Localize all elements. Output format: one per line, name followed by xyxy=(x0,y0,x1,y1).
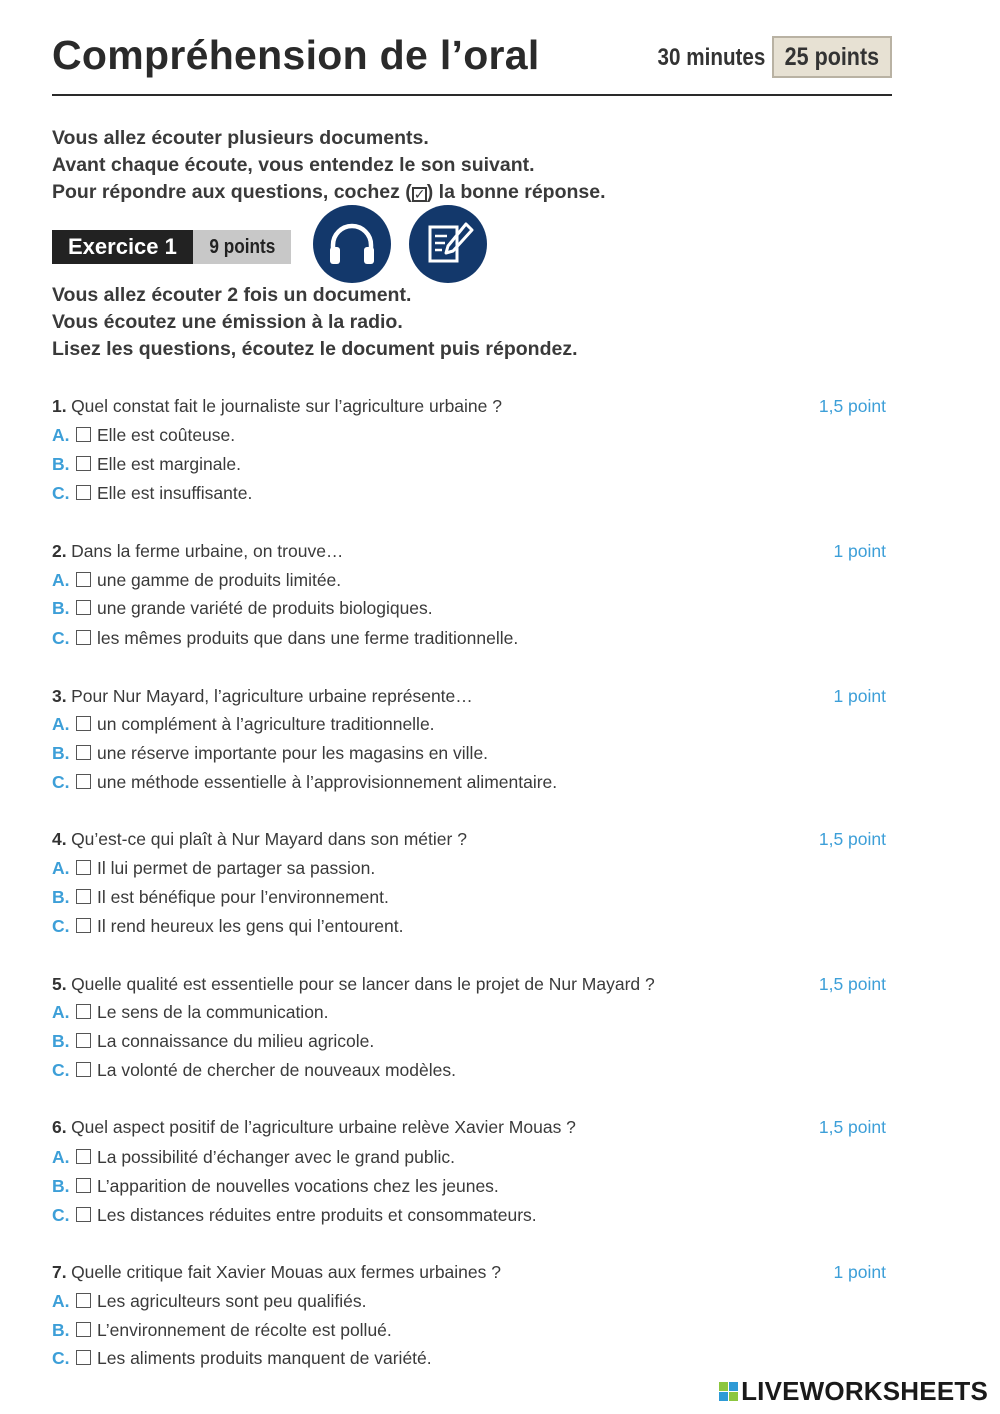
option-a[interactable] xyxy=(52,1291,812,1319)
intro-line-1: Vous allez écouter plusieurs documents. xyxy=(52,127,429,149)
answer-checkbox[interactable] xyxy=(76,1033,91,1048)
option-a[interactable] xyxy=(52,858,812,886)
option-text: une grande variété de produits biologiques. xyxy=(97,598,433,618)
question-number: 2. xyxy=(52,541,67,561)
answer-checkbox[interactable] xyxy=(76,427,91,442)
logo-mark-icon xyxy=(719,1382,738,1401)
question-line xyxy=(52,974,886,1002)
duration-label: 30 minutes xyxy=(657,44,765,71)
answer-checkbox[interactable] xyxy=(76,889,91,904)
answer-checkbox[interactable] xyxy=(76,716,91,731)
logo-text: LIVEWORKSHEETS xyxy=(741,1376,988,1406)
option-b[interactable] xyxy=(52,1031,812,1059)
option-text: Les aliments produits manquent de variété. xyxy=(97,1348,432,1368)
question-text: Pour Nur Mayard, l’agriculture urbaine représente… xyxy=(71,686,473,706)
option-a[interactable] xyxy=(52,570,812,598)
option-text: La volonté de chercher de nouveaux modèles. xyxy=(97,1060,456,1080)
checkmark-icon: ✓ xyxy=(413,186,426,202)
question-points: 1,5 point xyxy=(818,829,886,849)
question-points: 1 point xyxy=(833,541,886,561)
pencil-on-paper-icon xyxy=(409,205,487,283)
option-b[interactable] xyxy=(52,454,812,482)
option-letter: B. xyxy=(52,598,70,618)
option-a[interactable] xyxy=(52,1147,812,1175)
answer-checkbox[interactable] xyxy=(76,1149,91,1164)
option-text: une méthode essentielle à l’approvisionnement alimentaire. xyxy=(97,772,558,792)
option-letter: C. xyxy=(52,628,70,648)
question-line xyxy=(52,829,886,857)
option-text: Les agriculteurs sont peu qualifiés. xyxy=(97,1291,367,1311)
exercise-instructions xyxy=(52,282,892,363)
answer-checkbox[interactable] xyxy=(76,1350,91,1365)
question-6 xyxy=(52,1117,886,1227)
option-letter: C. xyxy=(52,772,70,792)
total-points-label: 25 points xyxy=(784,43,880,71)
page-header xyxy=(52,30,892,94)
answer-checkbox[interactable] xyxy=(76,1207,91,1222)
exercise-points xyxy=(193,230,291,264)
answer-checkbox[interactable] xyxy=(76,918,91,933)
option-letter: A. xyxy=(52,425,70,445)
intro-line-3-start: Pour répondre aux questions, cochez ( xyxy=(52,181,412,203)
answer-checkbox[interactable] xyxy=(76,1062,91,1077)
option-a[interactable] xyxy=(52,425,812,453)
intro-instructions xyxy=(52,125,892,206)
intro-line-3-end: ) la bonne réponse. xyxy=(426,181,606,203)
option-text: Le sens de la communication. xyxy=(97,1002,329,1022)
answer-checkbox[interactable] xyxy=(76,572,91,587)
option-letter: B. xyxy=(52,1031,70,1051)
question-text: Quelle critique fait Xavier Mouas aux fermes urbaines ? xyxy=(71,1262,501,1282)
question-points: 1 point xyxy=(833,1262,886,1282)
headphones-icon xyxy=(313,205,391,283)
option-text: Elle est insuffisante. xyxy=(97,483,253,503)
option-text: L’environnement de récolte est pollué. xyxy=(97,1320,392,1340)
question-line xyxy=(52,1117,886,1145)
option-text: un complément à l’agriculture traditionnelle. xyxy=(97,714,435,734)
answer-checkbox[interactable] xyxy=(76,745,91,760)
option-c[interactable] xyxy=(52,772,812,800)
option-b[interactable] xyxy=(52,598,812,626)
question-points: 1 point xyxy=(833,686,886,706)
exercise-points-label: 9 points xyxy=(208,236,275,258)
option-letter: B. xyxy=(52,1176,70,1196)
option-c[interactable] xyxy=(52,916,812,944)
exercise-label: Exercice 1 xyxy=(52,230,193,264)
intro-line-2: Avant chaque écoute, vous entendez le son suivant. xyxy=(52,154,535,176)
question-text: Quel aspect positif de l’agriculture urbaine relève Xavier Mouas ? xyxy=(71,1117,576,1137)
question-points: 1,5 point xyxy=(818,974,886,994)
question-7 xyxy=(52,1262,886,1372)
option-b[interactable] xyxy=(52,887,812,915)
option-text: L’apparition de nouvelles vocations chez les jeunes. xyxy=(97,1176,499,1196)
question-line xyxy=(52,541,886,569)
total-points-box xyxy=(772,36,892,78)
option-c[interactable] xyxy=(52,1205,812,1233)
answer-checkbox[interactable] xyxy=(76,860,91,875)
answer-checkbox[interactable] xyxy=(76,1322,91,1337)
option-text: La connaissance du milieu agricole. xyxy=(97,1031,375,1051)
question-number: 3. xyxy=(52,686,67,706)
option-letter: B. xyxy=(52,1320,70,1340)
option-text: Elle est marginale. xyxy=(97,454,241,474)
option-letter: C. xyxy=(52,1205,70,1225)
question-line xyxy=(52,396,886,424)
option-letter: C. xyxy=(52,916,70,936)
option-letter: A. xyxy=(52,1002,70,1022)
answer-checkbox[interactable] xyxy=(76,456,91,471)
question-text: Dans la ferme urbaine, on trouve… xyxy=(71,541,344,561)
answer-checkbox[interactable] xyxy=(76,1178,91,1193)
option-text: les mêmes produits que dans une ferme traditionnelle. xyxy=(97,628,519,648)
option-letter: A. xyxy=(52,1147,70,1167)
option-c[interactable] xyxy=(52,1348,812,1376)
option-text: une réserve importante pour les magasins en ville. xyxy=(97,743,489,763)
option-text: La possibilité d’échanger avec le grand public. xyxy=(97,1147,456,1167)
option-a[interactable] xyxy=(52,1002,812,1030)
answer-checkbox[interactable] xyxy=(76,485,91,500)
option-b[interactable] xyxy=(52,1176,812,1204)
option-letter: B. xyxy=(52,887,70,907)
exercise-instruction-3: Lisez les questions, écoutez le document puis répondez. xyxy=(52,338,578,360)
question-1 xyxy=(52,396,886,506)
answer-checkbox[interactable] xyxy=(76,1004,91,1019)
answer-checkbox[interactable] xyxy=(76,600,91,615)
option-text: Il rend heureux les gens qui l’entourent. xyxy=(97,916,404,936)
option-letter: A. xyxy=(52,714,70,734)
option-letter: C. xyxy=(52,483,70,503)
intro-line-3 xyxy=(52,179,892,206)
option-letter: A. xyxy=(52,1291,70,1311)
option-text: Il lui permet de partager sa passion. xyxy=(97,858,376,878)
question-text: Quel constat fait le journaliste sur l’agriculture urbaine ? xyxy=(71,396,502,416)
question-4 xyxy=(52,829,886,939)
option-c[interactable] xyxy=(52,1060,812,1088)
question-2 xyxy=(52,541,886,651)
option-c[interactable] xyxy=(52,483,812,511)
option-text: Les distances réduites entre produits et consommateurs. xyxy=(97,1205,537,1225)
answer-checkbox[interactable] xyxy=(76,774,91,789)
question-text: Quelle qualité est essentielle pour se lancer dans le projet de Nur Mayard ? xyxy=(71,974,655,994)
question-line xyxy=(52,1262,886,1290)
exercise-instruction-1: Vous allez écouter 2 fois un document. xyxy=(52,284,412,306)
liveworksheets-logo[interactable] xyxy=(719,1378,988,1404)
question-5 xyxy=(52,974,886,1084)
question-number: 1. xyxy=(52,396,67,416)
option-letter: C. xyxy=(52,1060,70,1080)
exercise-instruction-2: Vous écoutez une émission à la radio. xyxy=(52,311,403,333)
option-c[interactable] xyxy=(52,628,812,656)
option-letter: A. xyxy=(52,570,70,590)
question-number: 5. xyxy=(52,974,67,994)
option-b[interactable] xyxy=(52,1320,812,1348)
option-letter: C. xyxy=(52,1348,70,1368)
question-number: 6. xyxy=(52,1117,67,1137)
option-b[interactable] xyxy=(52,743,812,771)
answer-checkbox[interactable] xyxy=(76,630,91,645)
question-3 xyxy=(52,686,886,796)
page-title: Compréhension de l’oral xyxy=(52,32,540,78)
option-a[interactable] xyxy=(52,714,812,742)
question-number: 4. xyxy=(52,829,67,849)
header-divider xyxy=(52,94,892,96)
question-text: Qu’est-ce qui plaît à Nur Mayard dans son métier ? xyxy=(71,829,467,849)
option-letter: A. xyxy=(52,858,70,878)
question-points: 1,5 point xyxy=(818,396,886,416)
option-text: une gamme de produits limitée. xyxy=(97,570,342,590)
question-line xyxy=(52,686,886,714)
option-text: Elle est coûteuse. xyxy=(97,425,236,445)
answer-checkbox[interactable] xyxy=(76,1293,91,1308)
exercise-header xyxy=(52,230,291,264)
option-letter: B. xyxy=(52,743,70,763)
option-text: Il est bénéfique pour l’environnement. xyxy=(97,887,389,907)
question-points: 1,5 point xyxy=(818,1117,886,1137)
question-number: 7. xyxy=(52,1262,67,1282)
option-letter: B. xyxy=(52,454,70,474)
